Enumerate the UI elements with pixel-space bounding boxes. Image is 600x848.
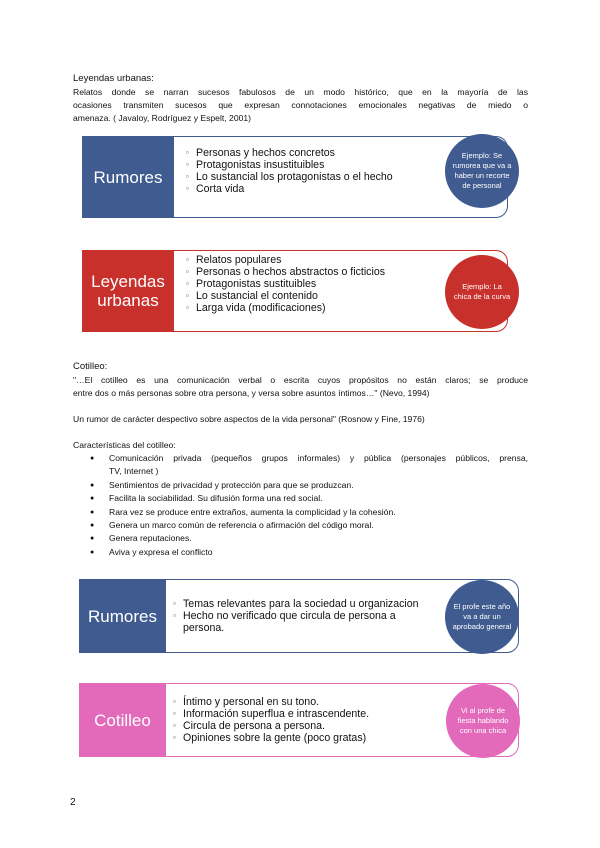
list-item: ● Facilita la sociabilidad. Su difusión forma una red social.	[73, 492, 528, 505]
quote-line-2: entre dos o más personas sobre otra persona, y versa sobre asuntos íntimos…" (Nevo, 1994)	[73, 388, 430, 398]
example-circle: Ejemplo: La chica de la curva	[445, 255, 519, 329]
section-title-cotilleo: Cotilleo:	[73, 361, 108, 372]
list-item: ▫ Personas y hechos concretos	[186, 147, 506, 159]
example-circle: Vi al profe de fiesta hablando con una chica	[446, 684, 520, 758]
list-item: ▫ Información superflua e intrascendente.	[173, 708, 433, 720]
diagram-label: Rumores	[82, 136, 174, 218]
diagram-label: Leyendas urbanas	[82, 250, 174, 332]
list-item: ● Genera un marco común de referencia o afirmación del código moral.	[73, 519, 528, 532]
list-item: ▫ Opiniones sobre la gente (poco gratas)	[173, 732, 433, 744]
definition-line-3: amenaza. ( Javaloy, Rodríguez y Espelt, 2001)	[73, 113, 252, 123]
diagram-list	[173, 598, 438, 634]
list-item: ▫ Íntimo y personal en su tono.	[173, 696, 433, 708]
diagram-label: Cotilleo	[79, 683, 166, 757]
features-title: Características del cotilleo:	[73, 440, 176, 450]
page-number: 2	[70, 797, 76, 808]
diagram-label: Rumores	[79, 579, 166, 653]
quote-line-1: "…El cotilleo es una comunicación verbal o escrita cuyos propósitos no están claros; se produce	[73, 375, 528, 385]
feature-1-text: ● Comunicación privada (pequeños grupos informales) y pública (personajes públicos, prensa,	[109, 453, 528, 463]
list-item: ▫ Temas relevantes para la sociedad u organizacion	[173, 598, 438, 610]
list-item: ▫ Hecho no verificado que circula de persona a persona.	[173, 610, 438, 634]
features-list	[73, 452, 528, 559]
diagram-list	[173, 696, 433, 744]
second-quote: Un rumor de carácter despectivo sobre aspectos de la vida personal" (Rosnow y Fine, 1976)	[73, 414, 425, 424]
list-item: ▫ Corta vida	[186, 183, 506, 195]
list-item: ▫ Lo sustancial los protagonistas o el hecho	[186, 171, 506, 183]
list-item	[73, 452, 528, 479]
list-item: ● Genera reputaciones.	[73, 532, 528, 545]
list-item: ▫ Protagonistas sustituibles	[186, 278, 506, 290]
list-item: ▫ Lo sustancial el contenido	[186, 290, 506, 302]
list-item: ▫ Protagonistas insustituibles	[186, 159, 506, 171]
list-item: ▫ Relatos populares	[186, 254, 506, 266]
list-item: ▫ Larga vida (modificaciones)	[186, 302, 506, 314]
example-circle: Ejemplo: Se rumorea que va a haber un recorte de personal	[445, 134, 519, 208]
feature-1-cont: TV, Internet )	[109, 466, 159, 477]
section-title-leyendas: Leyendas urbanas:	[73, 73, 154, 84]
list-item: ▫ Personas o hechos abstractos o ficticios	[186, 266, 506, 278]
list-item: ▫ Circula de persona a persona.	[173, 720, 433, 732]
list-item: ● Aviva y expresa el conflicto	[73, 546, 528, 559]
list-item: ● Rara vez se produce entre extraños, aumenta la complicidad y la cohesión.	[73, 506, 528, 519]
list-item: ● Sentimientos de privacidad y protección para que se produzcan.	[73, 479, 528, 492]
example-circle: El profe este año va a dar un aprobado general	[445, 580, 519, 654]
definition-line-1: Relatos donde se narran sucesos fabulosos de un modo histórico, que en la mayoría de las	[73, 87, 528, 97]
definition-line-2: ocasiones transmiten sucesos que expresan connotaciones emocionales negativas de miedo o	[73, 100, 528, 110]
